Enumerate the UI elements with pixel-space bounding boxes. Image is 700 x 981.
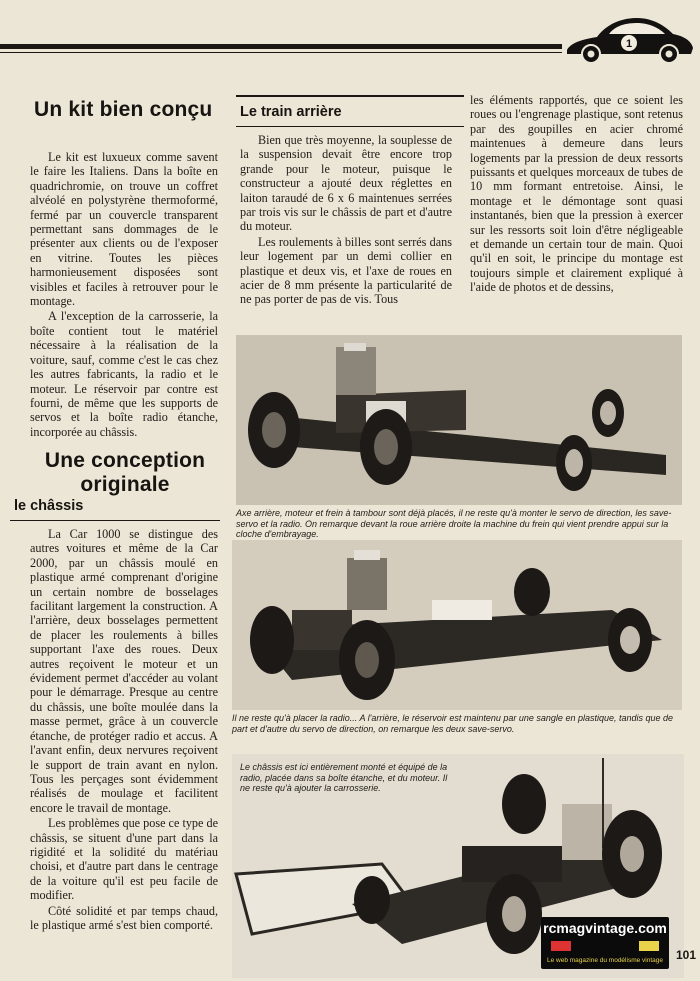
chassis-rule bbox=[10, 520, 220, 521]
caption-photo-3: Le châssis est ici entièrement monté et équipé de la radio, placée dans sa boîte étanche, et du moteur. Il ne reste qu'à ajouter la carrosserie. bbox=[240, 762, 448, 794]
heading-chassis: le châssis bbox=[14, 498, 84, 514]
photo-radio-placement bbox=[232, 540, 682, 710]
watermark-title: rcmagvintage.com bbox=[543, 920, 667, 936]
watermark-subtitle: Le web magazine du modélisme vintage bbox=[547, 957, 663, 964]
heading-kit: Un kit bien conçu bbox=[34, 98, 213, 121]
page-number: 101 bbox=[676, 948, 697, 962]
caption-photo-2: Il ne reste qu'à placer la radio... A l'arrière, le réservoir est maintenu par une sangle en plastique, tandis que de part et d'autre du servo de direction, on remarque les deux save-servo. bbox=[232, 713, 674, 734]
chassis-paragraph-3: Côté solidité et par temps chaud, le plastique armé s'est bien comporté. bbox=[30, 903, 218, 932]
column-3-text bbox=[470, 93, 683, 296]
col1-paragraph-1: Le kit est luxueux comme savent le faire les Italiens. Dans la boîte en quadrichromie, on trouve un coffret alvéolé en polystyrène thermoformé, fermé par un couvercle transparent permettant sans dommages de le présenter aux clients ou de l'exposer en vitrine. Toutes les pièces harmonieusement disposées sont visibles et faciles à retrouver pour le montage. bbox=[30, 150, 218, 309]
col2-paragraph-2: Les roulements à billes sont serrés dans leur logement par un demi collier en plastique et deux vis, et l'axe de roues en acier de 8 mm présente la particularité de ne pas porter de pas de vis. Tous bbox=[240, 234, 452, 307]
car-number: 1 bbox=[625, 38, 633, 50]
header-rule-thin bbox=[0, 52, 562, 53]
column-1-text bbox=[30, 150, 218, 440]
watermark-cars-icon bbox=[551, 937, 659, 955]
rcmagvintage-watermark bbox=[541, 917, 669, 969]
heading-conception: Une conception originale bbox=[44, 449, 206, 496]
train-rule-bottom bbox=[236, 126, 464, 127]
race-car-logo bbox=[561, 6, 696, 66]
header-rule bbox=[0, 44, 562, 49]
photo-rear-axle bbox=[236, 335, 682, 505]
heading-train-arriere: Le train arrière bbox=[240, 104, 342, 120]
col1-paragraph-2: A l'exception de la carrosserie, la boîte contient tout le matériel nécessaire à la réalisation de la voiture, sauf, comme c'est le cas chez les autres fabricants, la radio et le moteur. Le réservoir par contre est fourni, de même que les supports de servos et la boîte radio étanche, incorporée au châssis. bbox=[30, 309, 218, 439]
caption-photo-1: Axe arrière, moteur et frein à tambour sont déjà placés, il ne reste qu'à monter le servo de direction, les save-servo et la radio. On remarque devant la roue arrière droite la machine du frein qui vient prendre appui sur la cloche d'embrayage. bbox=[236, 508, 672, 540]
column-1b-text bbox=[30, 527, 218, 933]
column-2-text bbox=[240, 133, 452, 308]
train-rule-top bbox=[236, 95, 464, 97]
chassis-paragraph-1: La Car 1000 se distingue des autres voitures et même de la Car 2000, par un châssis moulé en plastique armé comprenant d'origine un certain nombre de bosselages facilitant largement la construction. A l'arrière, deux bosselages permettent de placer les roulements à billes supportant l'axe des roues. Deux autres reçoivent le moteur et un évidement permet d'accéder au volant pour le démarrage. Presque au centre du châssis, une boîte moulée dans la masse permet, grâce à un couvercle étanche, de protéger radio et accus. A l'avant enfin, deux nervures reçoivent le support de train avant en nylon. Tous les perçages sont évidemment réalisés de moulage et facilitent encore le travail de montage. bbox=[30, 527, 218, 815]
chassis-paragraph-2: Les problèmes que pose ce type de châssis, se situent d'une part dans la rigidité et la solidité du matériau choisi, et d'autre part dans le centrage de la voiture qu'il est peu facile de modifier. bbox=[30, 816, 218, 903]
col2-paragraph-1: Bien que très moyenne, la souplesse de la suspension devait être encore trop grande pour le moteur, puisque le constructeur a ajouté deux réglettes en laiton taraudé de 6 x 6 maintenues serrées par trois vis sur le châssis de part et d'autre du moteur. bbox=[240, 133, 452, 234]
col3-paragraph: les éléments rapportés, que ce soient les roues ou l'engrenage plastique, sont retenus par des goupilles en acier chromé maintenues à demeure dans leurs logements par la pression de deux ressorts puissants et quelques morceaux de tubes de 10 mm formant entretoise. Ainsi, le montage et le démontage sont quasi instantanés, bien que la pression à exercer sur les ressorts soit loin d'être négligeable et demande un certain tour de main. Quoi qu'il en soit, le principe du montage est toujours simple et clairement expliqué à l'aide de photos et de dessins, bbox=[470, 93, 683, 295]
